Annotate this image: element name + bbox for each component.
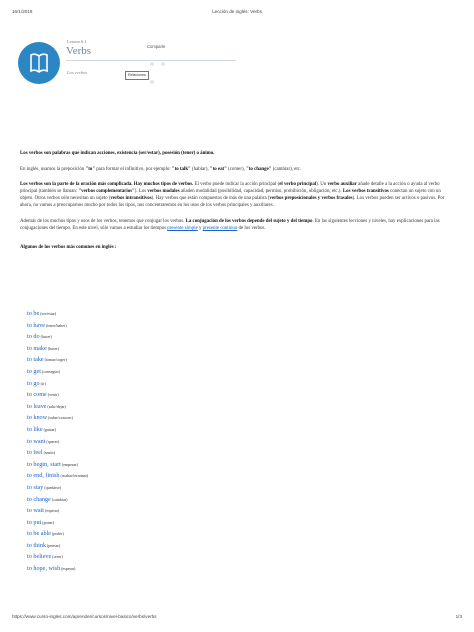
text: y <box>197 226 203 232</box>
verb-translation: (conseguir) <box>40 368 61 374</box>
verb-list <box>27 308 88 575</box>
text: "to change" <box>246 166 272 172</box>
verb-link[interactable]: to think <box>27 541 47 549</box>
verb-link[interactable]: to be <box>27 310 40 317</box>
lesson-content <box>20 150 452 258</box>
text: el verbo principal <box>279 182 317 188</box>
verb-list-item <box>27 331 88 343</box>
page-number: 1/3 <box>455 614 462 619</box>
verb-translation: (esperar) <box>44 508 60 514</box>
verb-list-item <box>27 366 88 378</box>
text: La conjugación de los verbos depende del sujeto y del tiempo <box>185 219 313 225</box>
paragraph-intro <box>20 150 452 157</box>
verb-link[interactable]: to wait <box>27 507 45 515</box>
share-icon[interactable] <box>161 62 165 66</box>
text: . En las siguientes lecciones y niveles, hay explicaciones para las conjugaciones del tiempo. En este nivel, sólo vamos a estudiar los tiempos <box>20 219 440 232</box>
verb-list-item <box>27 412 88 424</box>
verb-list-item <box>27 378 88 390</box>
text: verbos modales <box>147 189 180 195</box>
verb-translation: (saber/conocer) <box>47 415 73 421</box>
verb-list-item <box>27 401 88 413</box>
text: "to" <box>85 166 95 172</box>
verb-translation: (poner) <box>41 519 55 525</box>
text: Los verbos son la parte de la oración más complicada. <box>20 182 133 188</box>
lesson-number: Lesson 6.1 <box>67 39 87 44</box>
verb-translation: (esperar) <box>60 566 76 572</box>
verb-link[interactable]: to leave <box>27 402 47 410</box>
verb-list-item <box>27 482 88 494</box>
verb-translation: (poder) <box>51 531 64 537</box>
relations-button[interactable]: Relaciones <box>125 71 149 80</box>
verb-link[interactable]: to go <box>27 379 40 387</box>
verb-translation: (hacer) <box>39 334 52 340</box>
verb-link[interactable]: to believe <box>27 553 52 561</box>
text: añaden modalidad (posibilidad, capacidad, permiso, prohibición, obligación, etc.). <box>179 189 343 195</box>
verb-list-item <box>27 436 88 448</box>
print-date: 16/1/2018 <box>12 9 33 14</box>
verb-link[interactable]: to have <box>27 321 46 329</box>
verb-translation: (gustar) <box>42 426 57 432</box>
text: "to eat" <box>209 166 227 172</box>
verb-translation: (acabar/terminar) <box>59 473 89 479</box>
intro-text: Los verbos son palabras que indican acciones, existencia (ser/estar), posesión (tener) o ánimo. <box>20 151 215 156</box>
verb-link[interactable]: to get <box>27 367 41 375</box>
verb-list-item <box>27 470 88 482</box>
lesson-subtitle: Los verbos <box>67 70 88 75</box>
text: En inglés, usamos la preposición <box>20 166 86 172</box>
verb-link[interactable]: to be able <box>27 530 52 538</box>
text: (comer), <box>226 166 247 172</box>
verb-link[interactable]: to change <box>27 495 51 503</box>
verb-list-item <box>27 308 88 320</box>
verb-link[interactable]: to come <box>27 391 47 399</box>
verb-link[interactable]: to feel <box>27 449 43 457</box>
text: Hay muchos tipos de verbos. <box>133 182 194 188</box>
verb-translation: (quedarse) <box>43 484 62 490</box>
present-simple-link[interactable]: presente simple <box>167 226 198 232</box>
verb-translation: (tener/haber) <box>45 322 67 328</box>
verb-link[interactable]: to do <box>27 333 40 341</box>
text: ). Los verbos pueden ser activos o pasivos. Por ahora, no vamos a preocuparnos mucho por todos los tipos, nos concentraremos en los usos de los verbos principales y auxiliares. <box>20 196 445 209</box>
verb-list-item <box>27 528 88 540</box>
lesson-icon-circle <box>18 42 60 84</box>
verb-link[interactable]: to begin, start <box>27 460 61 468</box>
verb-link[interactable]: to like <box>27 425 43 433</box>
verb-translation: (pensar) <box>46 542 61 548</box>
verb-link[interactable]: to make <box>27 344 47 352</box>
text: para formar el infinitivo, por ejemplo: <box>95 166 172 172</box>
print-footer <box>12 614 462 622</box>
text: de los verbos. <box>237 226 266 232</box>
text: (cambiar), etc. <box>271 166 302 172</box>
verb-list-item <box>27 494 88 506</box>
verb-translation: (salir/dejar) <box>46 403 67 409</box>
text: verbo auxiliar <box>327 182 357 188</box>
verb-translation: (cambiar) <box>50 496 68 502</box>
print-header <box>12 9 462 17</box>
present-continuous-link[interactable]: presente continuo <box>202 226 238 232</box>
verb-link[interactable]: to know <box>27 414 48 422</box>
verb-list-heading: Algunos de los verbos más comunes en inglés : <box>20 245 117 251</box>
verb-translation: (creer) <box>51 554 63 560</box>
share-icon[interactable] <box>150 62 154 66</box>
verb-link[interactable]: to take <box>27 356 44 364</box>
page-url: https://www.curso-ingles.com/aprender/cursos/nivel-basico/verbs/verbs <box>12 614 157 619</box>
share-icon[interactable] <box>150 80 154 84</box>
share-icons <box>150 53 180 61</box>
text: "verbos complementarios" <box>78 189 135 195</box>
text: añade detalle a la acción o ayuda al verbo principal (también se llaman: <box>20 182 440 195</box>
print-title: Lección de inglés: Verbs <box>212 9 262 14</box>
verb-translation: (ser/estar) <box>39 311 57 316</box>
verb-list-item <box>27 320 88 332</box>
verb-translation: (tomar/coger) <box>43 357 67 363</box>
verb-list-item <box>27 540 88 552</box>
verb-link[interactable]: to want <box>27 437 46 445</box>
verb-translation: (ir) <box>39 380 46 386</box>
share-label: Comparte <box>147 44 166 49</box>
book-icon <box>29 52 49 74</box>
text: verbos preposicionales y verbos frasales <box>269 196 353 202</box>
text: ). Un <box>316 182 328 188</box>
verb-list-item <box>27 424 88 436</box>
text: verbos intransitivos <box>110 196 152 202</box>
verb-translation: (sentir) <box>42 450 56 456</box>
text: Los verbos transitivos <box>342 189 389 195</box>
verb-list-item <box>27 563 88 575</box>
verb-list-item <box>27 517 88 529</box>
text: ). Hay verbos que están compuestos de más de una palabra ( <box>151 196 270 202</box>
paragraph-verb-types <box>20 181 452 209</box>
paragraph-conjugation <box>20 218 452 232</box>
verb-list-item <box>27 505 88 517</box>
text: "to talk" <box>171 166 191 172</box>
text: El verbo puede indicar la acción principal ( <box>193 182 280 188</box>
verb-list-item <box>27 551 88 563</box>
verb-list-item <box>27 343 88 355</box>
verb-link[interactable]: to put <box>27 518 42 526</box>
lesson-banner <box>18 38 243 90</box>
verb-translation: (empezar) <box>60 461 79 467</box>
verb-link[interactable]: to end, finish <box>27 472 60 480</box>
verb-list-item <box>27 459 88 471</box>
verb-translation: (venir) <box>46 392 59 398</box>
verb-translation: (querer) <box>45 438 60 444</box>
verb-list-item <box>27 447 88 459</box>
text: ). Los <box>134 189 148 195</box>
text: (hablar), <box>190 166 210 172</box>
verb-translation: (hacer) <box>46 345 60 351</box>
lesson-title: Verbs <box>66 45 92 57</box>
text: conectan un sujeto con un objeto. Otros verbos sólo necesitan un sujeto ( <box>20 189 441 202</box>
paragraph-infinitive <box>20 166 452 173</box>
text: Además de los muchos tipos y usos de los verbos, tenemos que conjugar los verbos. <box>20 219 186 225</box>
verb-link[interactable]: to stay <box>27 483 44 491</box>
verb-list-item <box>27 389 88 401</box>
verb-list-item <box>27 354 88 366</box>
verb-link[interactable]: to hope, wish <box>27 565 61 573</box>
